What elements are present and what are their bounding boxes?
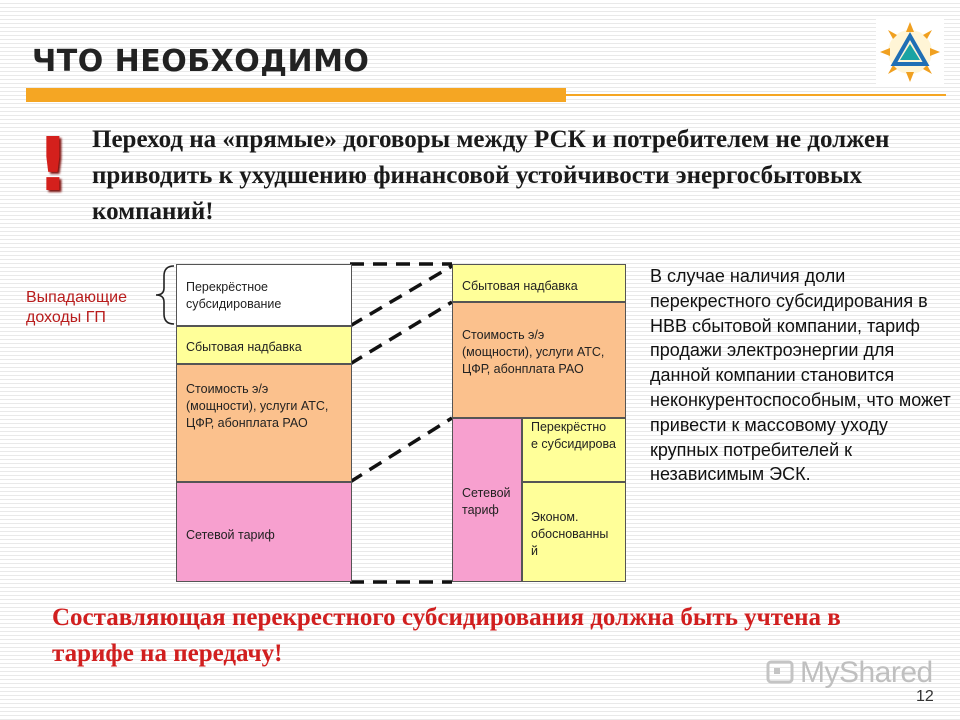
alert-statement: Переход на «прямые» договоры между РСК и потребителем не должен приводить к ухудшению финансовой устойчивости энергосбытовых компаний! — [92, 126, 890, 225]
conclusion-text: Составляющая перекрестного субсидирования должна быть учтена в тарифе на передачу! — [52, 604, 841, 667]
left-grid-tariff-block: Сетевой тариф — [176, 482, 352, 582]
page-number: 12 — [916, 688, 934, 705]
left-cross-subsidy-block: Перекрёстное субсидирование — [176, 264, 352, 326]
right-justified-block: Эконом. обоснованны й — [522, 482, 626, 582]
left-sales-markup-block: Сбытовая надбавка — [176, 326, 352, 364]
right-sales-markup-block: Сбытовая надбавка — [452, 264, 626, 302]
exclamation-icon: ! — [36, 122, 70, 208]
right-cross-subsidy-block: Перекрёстно е субсидирова — [522, 418, 626, 482]
watermark-text: MyShared — [800, 656, 933, 689]
watermark-icon — [766, 658, 796, 688]
left-energy-cost-block: Стоимость э/э (мощности), услуги АТС, ЦФР, абонплата РАО — [176, 364, 352, 482]
right-energy-cost-block: Стоимость э/э (мощности), услуги АТС, ЦФР, абонплата РАО — [452, 302, 626, 418]
right-grid-tariff-block: Сетевой тариф — [452, 418, 522, 582]
page-title: ЧТО НЕОБХОДИМО — [32, 44, 370, 79]
explanation-text: В случае наличия доли перекрестного субсидирования в НВВ сбытовой компании, тариф продажи электроэнергии для данной компании становится неконкурентоспособным, что может привести к массовому уходу крупных потребителей к независимым ЭСК. — [650, 266, 951, 485]
lost-income-label: Выпадающие доходы ГП — [26, 289, 127, 326]
